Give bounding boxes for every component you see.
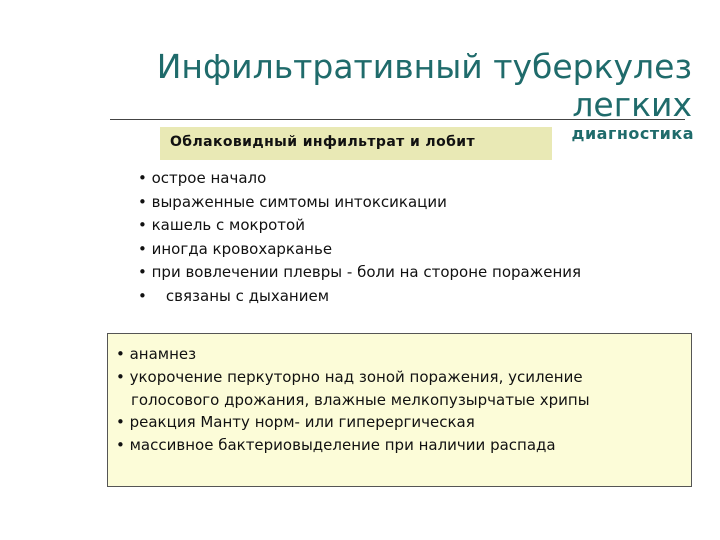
list-item: • кашель с мокротой (138, 216, 305, 235)
list-item: • острое начало (138, 169, 267, 187)
list-item: голосового дрожания, влажные мелкопузырчатые хрипы (131, 390, 590, 409)
list-item: • связаны с дыханием (138, 286, 330, 305)
list-item: • укорочение перкуторно над зоной поражения, усиление (116, 367, 583, 386)
symptom-list (138, 167, 698, 309)
list-item: • выраженные симтомы интоксикации (138, 192, 447, 211)
slide-title: Инфильтративный туберкулез легких (156, 47, 692, 124)
topic-badge: Облаковидный инфильтрат и лобит (160, 127, 552, 160)
list-item: • иногда кровохарканье (138, 239, 333, 258)
list-item: • реакция Манту норм- или гиперергическая (116, 413, 475, 432)
diagnostics-list (116, 343, 686, 457)
section-subtitle: диагностика (571, 124, 694, 143)
list-item: • при вовлечении плевры - боли на стороне поражения (138, 263, 582, 282)
list-item: • массивное бактериовыделение при наличии распада (116, 436, 556, 455)
title-divider (110, 119, 685, 120)
list-item: • анамнез (116, 345, 197, 363)
